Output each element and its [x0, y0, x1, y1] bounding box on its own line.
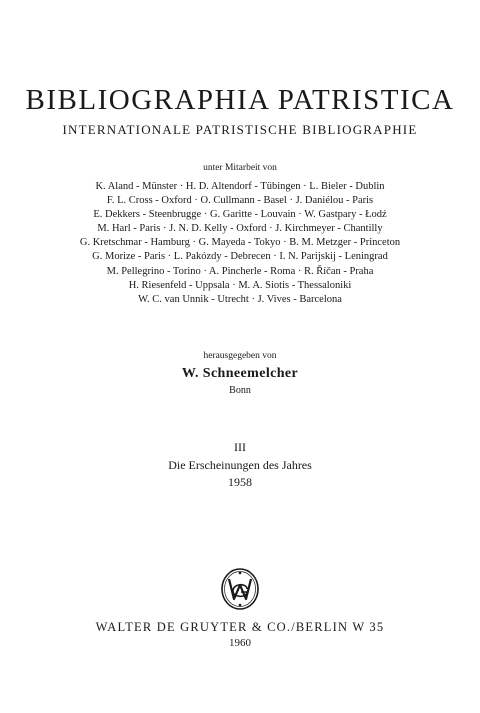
collaborator-line: K. Aland - Münster · H. D. Altendorf - Tübingen · L. Bieler - Dublin [95, 181, 385, 192]
volume-number: III [234, 440, 246, 454]
publication-year: 1960 [229, 637, 251, 649]
collaborator-line: G. Kretschmar - Hamburg · G. Mayeda - Tokyo · B. M. Metzger - Princeton [79, 237, 401, 249]
collaborator-line: F. L. Cross - Oxford · O. Cullmann - Basel · J. Daniélou - Paris [106, 195, 374, 207]
collaborator-line: M. Pellegrino - Torino · A. Pincherle - Roma · R. Říčan - Praha [106, 265, 374, 277]
editor-city: Bonn [229, 385, 251, 396]
collaborator-line: G. Morize - Paris · L. Pakózdy - Debrecen · I. N. Parijskij - Leningrad [92, 251, 388, 263]
editor-name: W. Schneemelcher [181, 366, 299, 381]
collaborator-line: M. Harl - Paris · J. N. D. Kelly - Oxford · J. Kirchmeyer - Chantilly [97, 223, 383, 235]
volume-year: 1958 [228, 475, 252, 489]
collaborator-line: E. Dekkers - Steenbrugge · G. Garitte - Louvain · W. Gastpary - Łodź [93, 209, 387, 221]
book-title: BIBLIOGRAPHIA PATRISTICA [25, 84, 455, 116]
collaborator-line: W. C. van Unnik - Utrecht · J. Vives - Barcelona [138, 293, 342, 305]
publisher-monogram-icon [219, 567, 261, 611]
collaborator-line: H. Riesenfeld - Uppsala · M. A. Siotis - Thessaloniki [128, 279, 352, 291]
edited-by-label: herausgegeben von [203, 351, 277, 361]
collaborators-list [0, 180, 480, 307]
collaboration-label: unter Mitarbeit von [203, 163, 277, 173]
publisher-imprint: WALTER DE GRUYTER & CO./BERLIN W 35 [95, 620, 385, 634]
volume-description: Die Erscheinungen des Jahres [168, 458, 312, 472]
book-subtitle: INTERNATIONALE PATRISTISCHE BIBLIOGRAPHIE [62, 122, 418, 137]
